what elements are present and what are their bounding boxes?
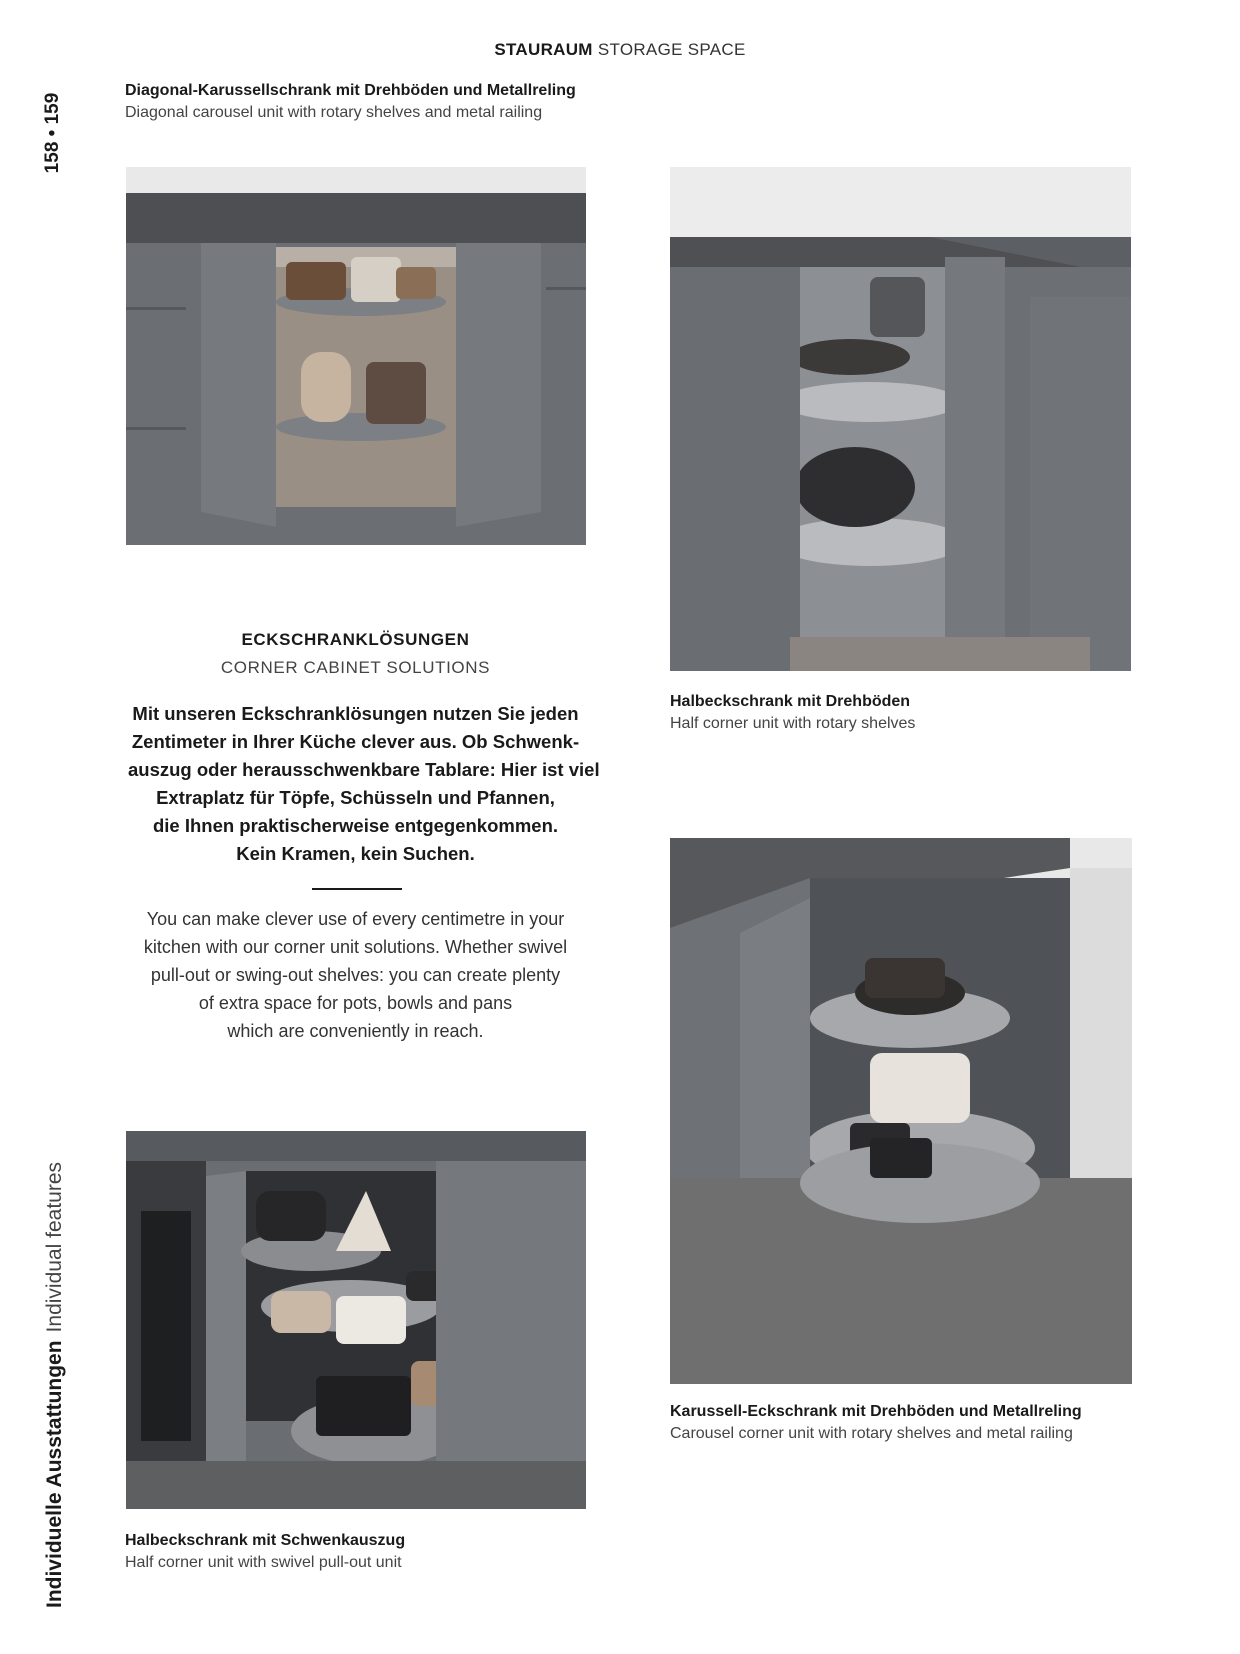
page-numbers: 158 • 159 bbox=[42, 92, 63, 174]
photo-half-corner-rotary bbox=[670, 167, 1131, 671]
caption-en: Half corner unit with swivel pull-out unit bbox=[125, 1554, 402, 1571]
caption-en: Carousel corner unit with rotary shelves and metal railing bbox=[670, 1425, 1073, 1442]
header-bold: STAURAUM bbox=[494, 40, 593, 59]
running-header bbox=[0, 40, 1240, 60]
header-light: STORAGE SPACE bbox=[597, 40, 746, 59]
photo-diagonal-carousel bbox=[126, 167, 586, 545]
body-de-line: Zentimeter in Ihrer Küche clever aus. Ob Schwenk- bbox=[131, 731, 580, 752]
section-body-de bbox=[128, 700, 600, 868]
body-en-line: which are conveniently in reach. bbox=[227, 1021, 484, 1041]
section-body-en bbox=[128, 905, 583, 1045]
side-label-bold: Individuelle Ausstattungen bbox=[43, 1340, 66, 1609]
caption-de: Halbeckschrank mit Drehböden bbox=[670, 693, 911, 710]
body-de-line: Kein Kramen, kein Suchen. bbox=[236, 843, 475, 864]
body-de-line: auszug oder herausschwenkbare Tablare: Hier ist viel bbox=[128, 759, 600, 780]
caption-half-corner-swivel bbox=[125, 1532, 405, 1572]
body-de-line: die Ihnen praktischerweise entgegenkommen. bbox=[152, 815, 559, 836]
caption-diagonal-carousel bbox=[125, 82, 576, 122]
body-de-line: Extraplatz für Töpfe, Schüsseln und Pfannen, bbox=[156, 787, 555, 808]
caption-de: Diagonal-Karussellschrank mit Drehböden und Metallreling bbox=[125, 82, 576, 99]
photo-carousel-corner bbox=[670, 838, 1132, 1384]
caption-de: Karussell-Eckschrank mit Drehböden und Metallreling bbox=[670, 1403, 1082, 1420]
section-subtitle: CORNER CABINET SOLUTIONS bbox=[220, 658, 491, 677]
side-label bbox=[43, 1162, 67, 1608]
caption-en: Half corner unit with rotary shelves bbox=[670, 715, 916, 732]
caption-half-corner-rotary bbox=[670, 693, 915, 733]
caption-carousel-corner bbox=[670, 1403, 1082, 1443]
caption-en: Diagonal carousel unit with rotary shelves and metal railing bbox=[125, 104, 543, 121]
page-numbers-wrap bbox=[38, 88, 68, 178]
section-title: ECKSCHRANKLÖSUNGEN bbox=[241, 630, 470, 649]
side-label-light: Individual features bbox=[43, 1161, 66, 1333]
body-en-line: You can make clever use of every centimetre in your bbox=[146, 909, 565, 929]
body-en-line: of extra space for pots, bowls and pans bbox=[198, 993, 513, 1013]
caption-de: Halbeckschrank mit Schwenkauszug bbox=[125, 1532, 406, 1549]
body-en-line: pull-out or swing-out shelves: you can create plenty bbox=[150, 965, 561, 985]
section-divider bbox=[312, 888, 402, 890]
body-en-line: kitchen with our corner unit solutions. Whether swivel bbox=[143, 937, 568, 957]
photo-half-corner-swivel bbox=[126, 1131, 586, 1509]
side-label-wrap bbox=[40, 1161, 70, 1609]
body-de-line: Mit unseren Eckschranklösungen nutzen Sie jeden bbox=[132, 703, 579, 724]
